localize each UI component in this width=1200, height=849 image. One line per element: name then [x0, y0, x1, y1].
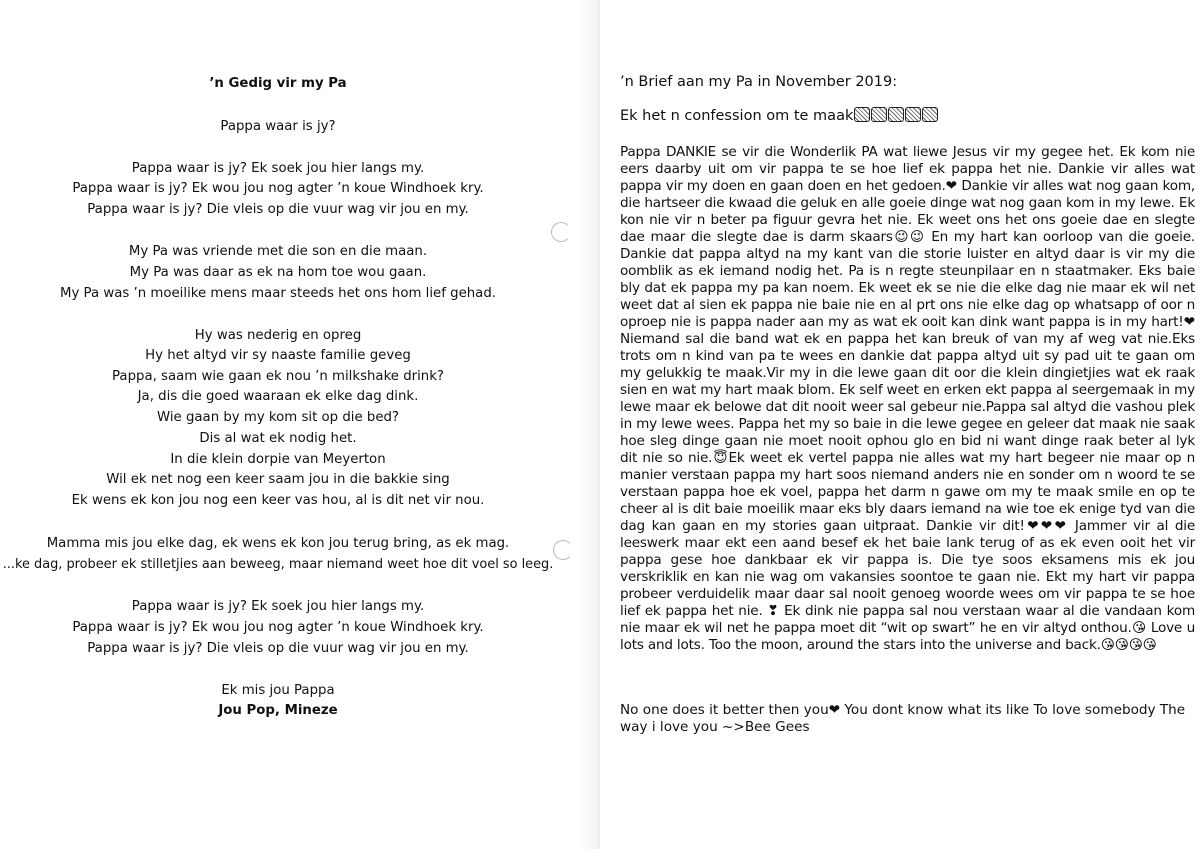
poem-line: Dis al wat ek nodig het. — [199, 431, 357, 446]
punch-hole-mark — [551, 222, 571, 242]
emoji-glyph-icon — [905, 107, 921, 122]
poem-line: Ja, dis die goed waaraan ek elke dag dink. — [137, 389, 419, 404]
poem-signature: Jou Pop, Mineze — [218, 703, 338, 718]
poem-line: Ek wens ek kon jou nog een keer vas hou, al is dit net vir nou. — [71, 493, 485, 508]
poem-line: Wil ek net nog een keer saam jou in die bakkie sing — [106, 472, 450, 487]
poem-line-cut-off: ...ke dag, probeer ek stilletjies aan beweeg, maar niemand weet hoe dit voel so leeg. — [2, 557, 554, 572]
emoji-glyph-icon — [922, 107, 938, 122]
poem-title: ’n Gedig vir my Pa — [209, 76, 347, 91]
poem-line: Pappa waar is jy? Die vleis op die vuur wag vir jou en my. — [87, 202, 469, 217]
poem-line: In die klein dorpie van Meyerton — [170, 452, 386, 467]
poem-line: My Pa was vriende met die son en die maan. — [128, 244, 428, 259]
emoji-glyph-icon — [888, 107, 904, 122]
poem-line: Hy het altyd vir sy naaste familie geveg — [145, 348, 411, 363]
poem-line: Pappa waar is jy? Die vleis op die vuur wag vir jou en my. — [87, 641, 469, 656]
confession-text: Ek het n confession om te maak — [620, 108, 854, 124]
poem-line: My Pa was daar as ek na hom toe wou gaan. — [129, 265, 427, 280]
poem-line: Pappa, saam wie gaan ek nou ’n milkshake drink? — [112, 369, 444, 384]
confession-line — [620, 107, 938, 124]
poem-closing: Ek mis jou Pappa — [221, 683, 335, 698]
punch-hole-mark — [553, 540, 573, 560]
letter-body: Pappa DANKIE se vir die Wonderlik PA wat liewe Jesus vir my gegee het. Ek kom nie eers daarby uit om vir pappa te se hoe lief ek pappa het nie. Dankie vir alles wat pappa vir my doen en gaan doen en het gedoen.❤ Dankie vir alles wat nog gaan kom, die hartseer die kwaad die geluk en alle goeie dinge wat nog gaan kom in my lewe. Ek kon nie vir n beter pa figuur gevra het nie. Ek weet ons het ons goeie dae en slegte dae maar die slegte dae is darm skaars😉😉 En my hart kan oorloop van die goeie. Dankie dat pappa altyd na my kant van die storie luister en altyd daar is vir my die oomblik as ek iemand nodig het. Pa is n regte steunpilaar en n staatmaker. Eks baie bly dat ek pappa my pa kan noem. Ek weet ek se nie die elke dag nie maar ek wil net weet dat al sien ek pappa nie baie nie en al prt ons nie elke dag op whatsapp of oor n oproep nie is pappa nader aan my as wat ek ooit kan dink want pappa is in my hart!❤ Niemand sal die band wat ek en pappa het kan breuk of van my af weg vat nie.Eks trots om n kind van pa te wees en dankie dat pappa altyd uit sy pad uit te gaan om my gelukkig te maak.Vir my in die lewe gaan dit oor die klein dingietjies wat ek raak sien en wat my hart maak blom. Ek self weet en erken ekt pappa al seergemaak in my lewe maar ek belowe dat dit nooit weer sal gebeur nie.Pappa sal altyd die vashou plek in my lewe wees. Pappa het my so baie in die lewe gegee en geleer dat maak nie saak hoe sleg dinge gaan nie moet nooit ophou glo en bid ni want dinge raak beter al lyk dit nie so nie.😇Ek weet ek vertel pappa nie alles wat my hart begeer nie maar op n manier verstaan pappa my hart soos niemand anders nie en sonder om n woord te se verstaan pappa hoe ek voel, pappa het darm n gawe om my te maak smile en op te cheer al is dit baie moeilik maar eks bly daars iemand na wie toe ek enige tyd van die dag kan gaan en my stories gaan uitpraat. Dankie vir dit!❤❤❤ Jammer vir al die leeswerk maar ekt een aand besef ek het baie lank terug of as ek even ooit het vir pappa gese hoe dankbaar ek vir pappa is. Die tye soos eksamens mis ek jou verskriklik en kan nie wag om vakansies soontoe te gaan nie. Ekt my hart vir pappa probeer verduidelik maar daar sal nooit genoeg woorde wees om vir pappa te se hoe lief ek pappa het nie. ❣ Ek dink nie pappa sal nou verstaan waar al die vandaan kom nie maar ek wil net he pappa moet dit “wit op swart” he en vir altyd onthou.😘 Love u lots and lots. Too the moon, around the stars into the universe and back.😘😘😘😘 — [620, 144, 1195, 653]
letter-closing: No one does it better then you❤ You dont know what its like To love somebody The way i love you ~>Bee Gees — [620, 702, 1186, 735]
emoji-glyph-icon — [871, 107, 887, 122]
poem-line: Mamma mis jou elke dag, ek wens ek kon jou terug bring, as ek mag. — [46, 536, 510, 551]
poem-line: Pappa waar is jy? Ek wou jou nog agter ’n koue Windhoek kry. — [72, 620, 484, 635]
poem-line: Wie gaan by my kom sit op die bed? — [157, 410, 399, 425]
poem-line: Pappa waar is jy? Ek soek jou hier langs my. — [131, 161, 425, 176]
poem-line: My Pa was ’n moeilike mens maar steeds het ons hom lief gehad. — [59, 286, 496, 301]
poem-line: Pappa waar is jy? Ek wou jou nog agter ’n koue Windhoek kry. — [72, 181, 484, 196]
poem-line: Pappa waar is jy? — [220, 119, 336, 134]
letter-page — [600, 0, 1200, 849]
poem-page — [0, 0, 598, 849]
poem-line: Pappa waar is jy? Ek soek jou hier langs my. — [131, 599, 425, 614]
letter-heading: ’n Brief aan my Pa in November 2019: — [620, 74, 898, 90]
poem-line: Hy was nederig en opreg — [194, 328, 362, 343]
emoji-glyph-icon — [854, 107, 870, 122]
page-edge-shadow — [580, 0, 598, 849]
